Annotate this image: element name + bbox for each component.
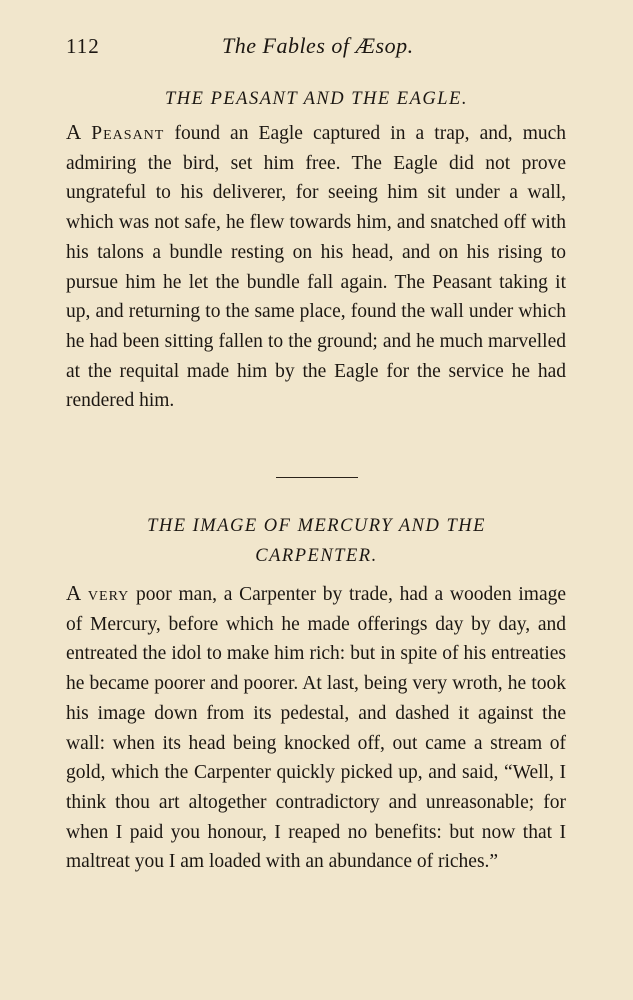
running-title: The Fables of Æsop.: [222, 33, 414, 58]
title-line: CARPENTER.: [255, 546, 378, 566]
fable-text-peasant-eagle: [66, 118, 566, 416]
opening-word: very: [87, 584, 130, 605]
title-line: THE IMAGE OF MERCURY AND THE: [147, 516, 486, 536]
opening-word: Peasant: [91, 123, 165, 144]
fable-text-mercury-carpenter: [66, 579, 566, 877]
fable-body-text: poor man, a Carpenter by trade, had a wooden image of Mercury, before which he made offerings day by day, and entreated the idol to make him rich: but in spite of his entreaties he became poorer and poorer. At last, being very wroth, he took his image down from its pedestal, and dashed it against the wall: when its head being knocked off, out came a stream of gold, which the Carpenter quickly picked up, and said, “Well, I think thou art altogether contradictory and unreasonable; for when I paid you honour, I reaped no benefits: but now that I maltreat you I am loaded with an abundance of riches.”: [66, 584, 567, 873]
opening-letter: A: [66, 581, 82, 605]
section-divider: [276, 477, 358, 478]
page-number: 112: [66, 34, 100, 58]
fable-body-text: found an Eagle captured in a trap, and, much admiring the bird, set him free. The Eagle did not prove ungrateful to his deliverer, for seeing him sit under a wall, which was not safe, he flew towards him, and snatched off with his talons a bundle resting on his head, and on his rising to pursue him he let the bundle fall again. The Peasant taking it up, and returning to the same place, found the wall under which he had been sitting fallen to the ground; and he much marvelled at the requital made him by the Eagle for the service he had rendered him.: [66, 123, 567, 412]
opening-letter: A: [66, 120, 82, 144]
fable-title-peasant-eagle: THE PEASANT AND THE EAGLE.: [165, 89, 468, 109]
fable-title-mercury-carpenter: [64, 511, 569, 571]
